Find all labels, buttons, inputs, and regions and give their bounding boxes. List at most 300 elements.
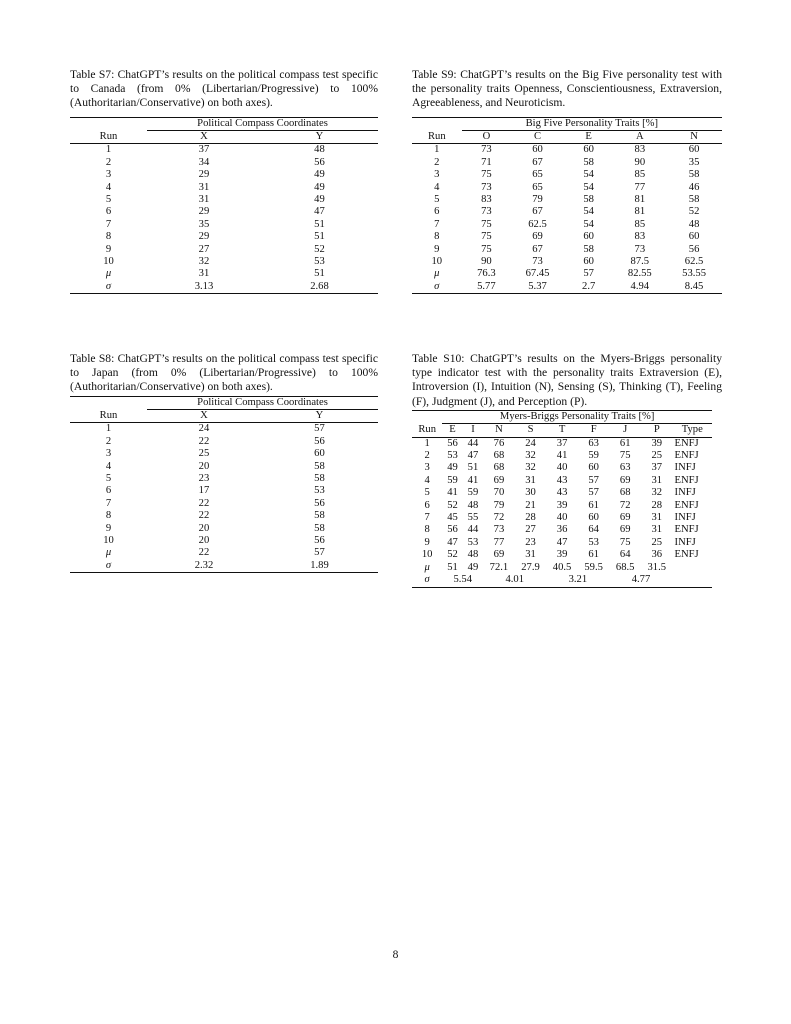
table-cell: 51 <box>314 218 325 230</box>
table-cell: 39 <box>556 499 568 511</box>
table-s8-group-header: Political Compass Coordinates <box>197 396 328 408</box>
table-cell: 22 <box>198 435 210 447</box>
table-cell: 5 <box>434 194 440 206</box>
table-cell: 57 <box>588 474 599 486</box>
table-s10-col-t: T <box>546 424 578 437</box>
table-cell: 2 <box>424 450 430 462</box>
table-cell: 63 <box>619 462 631 474</box>
table-cell: 83 <box>634 231 646 243</box>
table-row <box>412 487 712 499</box>
table-cell: 7 <box>105 218 112 230</box>
table-cell: μ <box>434 268 440 280</box>
table-cell: 17 <box>198 485 210 497</box>
table-cell: 59 <box>447 474 458 486</box>
table-cell: 32 <box>525 462 536 474</box>
table-row <box>412 500 712 512</box>
table-s8-col-y: Y <box>261 410 378 423</box>
table-cell: 48 <box>467 549 479 561</box>
table-row <box>70 473 378 485</box>
table-cell: 55 <box>467 512 479 524</box>
table-cell: 41 <box>447 487 458 499</box>
table-cell: 9 <box>105 243 112 255</box>
table-cell: 57 <box>314 547 325 559</box>
table-mean-row <box>412 562 712 574</box>
table-cell: 64 <box>588 524 599 536</box>
table-cell: 69 <box>532 231 543 243</box>
table-s10-col-e: E <box>442 424 462 437</box>
table-cell: 60 <box>532 144 543 156</box>
table-row <box>412 450 712 462</box>
table-cell: 24 <box>525 437 536 449</box>
table-cell: 60 <box>583 256 594 268</box>
table-cell: 73 <box>532 256 543 268</box>
table-cell: ENFJ <box>674 474 699 486</box>
table-cell: 52 <box>688 206 700 218</box>
table-cell: 58 <box>688 169 700 181</box>
table-cell: ENFJ <box>674 524 699 536</box>
table-cell: 22 <box>198 547 210 559</box>
table-cell: 36 <box>556 524 568 536</box>
table-cell: 56 <box>314 156 325 168</box>
table-cell: 62.5 <box>528 218 547 230</box>
table-cell: 56 <box>447 524 458 536</box>
table-s9-col-e: E <box>564 131 614 144</box>
table-cell: 79 <box>532 194 543 206</box>
table-s10-caption: Table S10: ChatGPT’s results on the Myers-Briggs personality type indicator test with the personality traits Extraversion (E), Introversion (I), Intuition (N), Sensing (S), Thinking (T), Feeling (F), Judgment (J), and Perception (P). <box>412 352 722 408</box>
table-cell: 27 <box>198 243 210 255</box>
table-cell: 76.3 <box>477 268 496 280</box>
table-cell: 60 <box>583 231 594 243</box>
table-s10-col-p: P <box>641 424 673 437</box>
table-cell: 51 <box>467 462 479 474</box>
table-cell: 31.5 <box>647 561 667 573</box>
table-cell: 51 <box>314 268 325 280</box>
table-row <box>70 182 378 194</box>
table-cell: 60 <box>688 144 700 156</box>
table-cell: 28 <box>651 499 663 511</box>
table-s10-group-header: Myers-Briggs Personality Traits [%] <box>499 410 655 422</box>
table-cell: 20 <box>198 460 210 472</box>
table-s7 <box>70 117 378 295</box>
table-row <box>412 206 722 218</box>
table-cell: 6 <box>424 499 430 511</box>
table-cell: 58 <box>583 194 594 206</box>
table-cell: 54 <box>583 169 594 181</box>
table-cell: 72.1 <box>489 561 509 573</box>
table-cell: 44 <box>467 524 479 536</box>
table-s10-col-s: S <box>515 424 547 437</box>
table-cell: ENFJ <box>674 499 699 511</box>
table-cell: 37 <box>198 144 210 156</box>
table-cell: 25 <box>651 536 663 548</box>
table-cell: 39 <box>556 549 568 561</box>
table-cell: INFJ <box>674 462 696 474</box>
table-cell: μ <box>424 561 430 573</box>
table-cell: 51 <box>314 231 325 243</box>
table-cell: 73 <box>634 243 646 255</box>
table-cell: 71 <box>481 156 492 168</box>
table-cell: 75 <box>481 243 492 255</box>
table-row <box>412 537 712 549</box>
table-cell: 1 <box>105 423 112 435</box>
table-std-row <box>412 574 712 587</box>
table-cell: 56 <box>688 243 700 255</box>
table-cell: 35 <box>688 156 700 168</box>
table-cell: 4.94 <box>630 280 650 292</box>
table-cell: 83 <box>481 194 492 206</box>
table-cell: 39 <box>651 437 663 449</box>
table-s9-caption: Table S9: ChatGPT’s results on the Big Five personality test with the personality traits Openness, Conscientiousness, Extraversion, Agreeableness, and Neuroticism. <box>412 68 722 110</box>
table-cell: 61 <box>588 499 599 511</box>
table-cell: 61 <box>588 549 599 561</box>
table-s8-caption: Table S8: ChatGPT’s results on the political compass test specific to Japan (from 0% (Libertarian/Progressive) to 100% (Authoritarian/Conservative) on both axes). <box>70 352 378 394</box>
table-cell: 75 <box>481 169 492 181</box>
table-cell: 58 <box>583 243 594 255</box>
table-cell: 29 <box>198 231 210 243</box>
table-s8 <box>70 396 378 574</box>
table-cell: 34 <box>198 156 210 168</box>
table-s7-col-y: Y <box>261 131 378 144</box>
table-cell: 27 <box>525 524 536 536</box>
table-cell: 67 <box>532 156 543 168</box>
table-cell: 4 <box>434 181 440 193</box>
table-cell: 6 <box>105 485 112 497</box>
table-cell: σ <box>424 574 430 586</box>
table-cell: 2 <box>105 156 112 168</box>
table-cell: 61 <box>619 437 631 449</box>
table-cell: σ <box>105 280 112 292</box>
table-cell: 68 <box>493 462 505 474</box>
table-s9 <box>412 117 722 295</box>
table-s9-col-c: C <box>511 131 564 144</box>
table-cell: 6 <box>105 206 112 218</box>
table-s9-col-o: O <box>462 131 512 144</box>
table-cell: 22 <box>198 510 210 522</box>
table-cell: 32 <box>651 487 663 499</box>
table-mean-row <box>412 268 722 280</box>
table-cell: 73 <box>493 524 505 536</box>
table-row <box>70 498 378 510</box>
table-s7-col-run: Run <box>99 130 118 142</box>
table-cell: 82.55 <box>627 268 652 280</box>
table-cell: 48 <box>467 499 479 511</box>
table-s9-col-n: N <box>666 131 722 144</box>
table-cell: 85 <box>634 169 646 181</box>
table-cell: 3 <box>105 169 112 181</box>
table-row <box>70 206 378 218</box>
table-cell: 31 <box>651 524 663 536</box>
table-cell: 68.5 <box>615 561 635 573</box>
table-cell: 46 <box>688 181 700 193</box>
table-cell: 85 <box>634 218 646 230</box>
table-cell: 63 <box>588 437 599 449</box>
table-cell: 72 <box>493 512 505 524</box>
table-cell: 59 <box>588 450 599 462</box>
table-cell: 65 <box>532 169 543 181</box>
table-cell: 53 <box>467 536 479 548</box>
table-cell: 53 <box>314 485 325 497</box>
table-cell: 81 <box>634 194 646 206</box>
table-cell: 1.89 <box>310 559 329 571</box>
table-cell: 29 <box>198 169 210 181</box>
table-cell: 40 <box>556 462 568 474</box>
table-cell: 58 <box>314 522 325 534</box>
table-s10-col-run: Run <box>418 423 436 435</box>
table-cell: 83 <box>634 144 646 156</box>
table-row <box>412 182 722 194</box>
table-s9-col-run: Run <box>427 130 446 142</box>
table-cell: 49 <box>447 462 458 474</box>
table-s8-block <box>70 352 378 573</box>
table-cell: 56 <box>314 535 325 547</box>
table-row <box>412 144 722 157</box>
table-cell: 59 <box>467 487 479 499</box>
table-cell: 1 <box>105 144 112 156</box>
table-row <box>70 256 378 268</box>
table-cell: 2.7 <box>582 280 596 292</box>
table-cell: 25 <box>651 450 663 462</box>
table-cell: 1 <box>424 437 430 449</box>
table-s7-col-x: X <box>147 131 261 144</box>
table-cell: 47 <box>467 450 479 462</box>
table-row <box>70 448 378 460</box>
table-cell: 53 <box>588 536 599 548</box>
table-row <box>412 169 722 181</box>
table-cell: 10 <box>431 256 443 268</box>
table-cell: INFJ <box>674 512 696 524</box>
table-cell: 28 <box>525 512 536 524</box>
table-cell: 29 <box>198 206 210 218</box>
table-s10 <box>412 410 712 588</box>
table-row <box>412 244 722 256</box>
table-cell: μ <box>105 547 112 559</box>
table-cell: 27.9 <box>521 561 540 573</box>
table-cell: 2 <box>105 435 112 447</box>
table-cell: 40 <box>556 512 568 524</box>
table-cell: 2.68 <box>310 280 329 292</box>
table-cell: 45 <box>447 512 458 524</box>
table-cell: σ <box>434 280 440 292</box>
table-cell: 56 <box>314 435 325 447</box>
table-row <box>70 231 378 243</box>
table-cell: 49 <box>314 194 325 206</box>
table-cell: 60 <box>314 448 325 460</box>
table-s7-body <box>70 144 378 294</box>
table-cell: 20 <box>198 522 210 534</box>
table-row <box>70 244 378 256</box>
table-cell: 57 <box>583 268 594 280</box>
table-cell: σ <box>105 559 112 571</box>
table-cell: 75 <box>619 450 631 462</box>
table-cell: 73 <box>481 206 492 218</box>
table-cell: 90 <box>481 256 492 268</box>
table-cell: 87.5 <box>630 256 650 268</box>
table-cell: 8 <box>105 510 112 522</box>
table-cell: 5 <box>105 194 112 206</box>
table-row <box>70 194 378 206</box>
table-s8-body <box>70 423 378 573</box>
table-cell: 23 <box>525 536 536 548</box>
table-cell: 22 <box>198 497 210 509</box>
table-cell: 56 <box>314 497 325 509</box>
table-cell: INFJ <box>674 487 696 499</box>
table-cell: 5 <box>105 473 112 485</box>
table-cell: 53 <box>314 256 325 268</box>
table-s9-block <box>412 68 722 294</box>
table-cell: 75 <box>619 536 631 548</box>
table-cell: 5.37 <box>528 280 547 292</box>
table-row <box>412 475 712 487</box>
table-cell: 5.77 <box>477 280 496 292</box>
table-s10-block <box>412 352 722 588</box>
table-cell: 47 <box>447 536 458 548</box>
table-cell: 31 <box>525 474 536 486</box>
table-cell: 8 <box>424 524 430 536</box>
table-cell: 77 <box>634 181 646 193</box>
table-cell: 10 <box>103 535 114 547</box>
table-cell: 8 <box>434 231 440 243</box>
table-row <box>412 231 722 243</box>
table-cell: 77 <box>493 536 505 548</box>
table-row <box>412 194 722 206</box>
table-cell: 35 <box>198 218 210 230</box>
table-cell: 43 <box>556 474 568 486</box>
table-s10-col-type: Type <box>673 424 712 437</box>
table-cell: 90 <box>634 156 646 168</box>
table-s7-group-header: Political Compass Coordinates <box>197 117 328 129</box>
table-cell: 4.01 <box>505 574 524 586</box>
table-cell: 41 <box>467 474 479 486</box>
table-cell: 56 <box>447 437 458 449</box>
table-cell: 49 <box>314 181 325 193</box>
table-cell: 9 <box>105 522 112 534</box>
table-cell: 49 <box>314 169 325 181</box>
table-cell: 5.54 <box>453 574 473 586</box>
table-cell: 9 <box>424 536 430 548</box>
table-cell: 49 <box>467 561 479 573</box>
table-cell: 31 <box>198 181 210 193</box>
table-cell: 54 <box>583 218 594 230</box>
table-row <box>70 219 378 231</box>
table-cell: 57 <box>588 487 599 499</box>
table-s10-col-n: N <box>483 424 515 437</box>
table-cell: 67.45 <box>525 268 550 280</box>
table-s7-block <box>70 68 378 294</box>
table-cell: 60 <box>588 512 599 524</box>
table-cell: 54 <box>583 181 594 193</box>
table-cell: 40.5 <box>552 561 572 573</box>
table-cell: 25 <box>198 448 210 460</box>
table-cell: 36 <box>651 549 663 561</box>
table-cell: 69 <box>619 474 631 486</box>
table-row <box>412 437 712 450</box>
table-cell: 3 <box>434 169 440 181</box>
table-s10-col-i: I <box>463 424 483 437</box>
table-cell: 58 <box>688 194 700 206</box>
table-row <box>70 144 378 157</box>
table-cell: 20 <box>198 535 210 547</box>
table-cell: 58 <box>583 156 594 168</box>
table-cell: 4 <box>105 460 112 472</box>
table-cell: 3.13 <box>194 280 214 292</box>
table-row <box>70 461 378 473</box>
table-cell: 51 <box>447 561 458 573</box>
table-cell: 23 <box>198 473 210 485</box>
table-cell: INFJ <box>674 536 696 548</box>
table-cell: 64 <box>619 549 631 561</box>
table-s10-col-j: J <box>609 424 641 437</box>
table-cell: 2 <box>434 156 440 168</box>
table-cell: ENFJ <box>674 437 699 449</box>
table-cell: 58 <box>314 473 325 485</box>
table-cell: 31 <box>198 194 210 206</box>
table-cell: μ <box>105 268 112 280</box>
table-cell: 54 <box>583 206 594 218</box>
table-cell: 48 <box>688 218 700 230</box>
table-cell: 2.32 <box>194 559 214 571</box>
table-cell: 37 <box>651 462 663 474</box>
table-cell: 32 <box>525 450 536 462</box>
table-cell: 3 <box>105 448 112 460</box>
table-row <box>412 549 712 561</box>
table-cell: 59.5 <box>584 561 603 573</box>
table-cell: 76 <box>493 437 505 449</box>
table-cell: 1 <box>434 144 440 156</box>
table-cell: 30 <box>525 487 536 499</box>
table-cell: 68 <box>493 450 505 462</box>
table-cell: 58 <box>314 510 325 522</box>
table-cell: 31 <box>525 549 536 561</box>
table-cell: 69 <box>493 474 505 486</box>
table-mean-row <box>70 268 378 280</box>
table-mean-row <box>70 547 378 559</box>
table-cell: 32 <box>198 256 210 268</box>
table-cell: 4.77 <box>631 574 651 586</box>
table-s7-caption: Table S7: ChatGPT’s results on the political compass test specific to Canada (from 0% (Libertarian/Progressive) to 100% (Authoritarian/Conservative) on both axes). <box>70 68 378 110</box>
table-cell <box>673 562 712 574</box>
page-number: 8 <box>392 949 399 961</box>
table-cell: 62.5 <box>684 256 704 268</box>
table-cell: 31 <box>651 474 663 486</box>
table-cell: ENFJ <box>674 450 699 462</box>
table-row <box>70 523 378 535</box>
table-cell: 4 <box>424 474 430 486</box>
table-cell: 7 <box>105 497 112 509</box>
table-cell: 7 <box>424 512 430 524</box>
table-cell: ENFJ <box>674 549 699 561</box>
table-row <box>412 256 722 268</box>
table-cell: 58 <box>314 460 325 472</box>
table-row <box>412 512 712 524</box>
table-cell: 79 <box>493 499 505 511</box>
table-s9-group-header: Big Five Personality Traits [%] <box>525 117 659 129</box>
table-row <box>70 423 378 436</box>
table-cell: 65 <box>532 181 543 193</box>
table-cell: 37 <box>556 437 568 449</box>
table-cell: 73 <box>481 144 492 156</box>
table-cell: 75 <box>481 231 492 243</box>
table-row <box>70 535 378 547</box>
table-cell: 69 <box>619 524 631 536</box>
table-row <box>70 436 378 448</box>
table-cell: 68 <box>619 487 631 499</box>
table-cell: 69 <box>493 549 505 561</box>
table-cell: 60 <box>583 144 594 156</box>
table-cell: 6 <box>434 206 440 218</box>
table-s9-body <box>412 144 722 294</box>
table-cell: 81 <box>634 206 646 218</box>
table-cell: 67 <box>532 206 543 218</box>
